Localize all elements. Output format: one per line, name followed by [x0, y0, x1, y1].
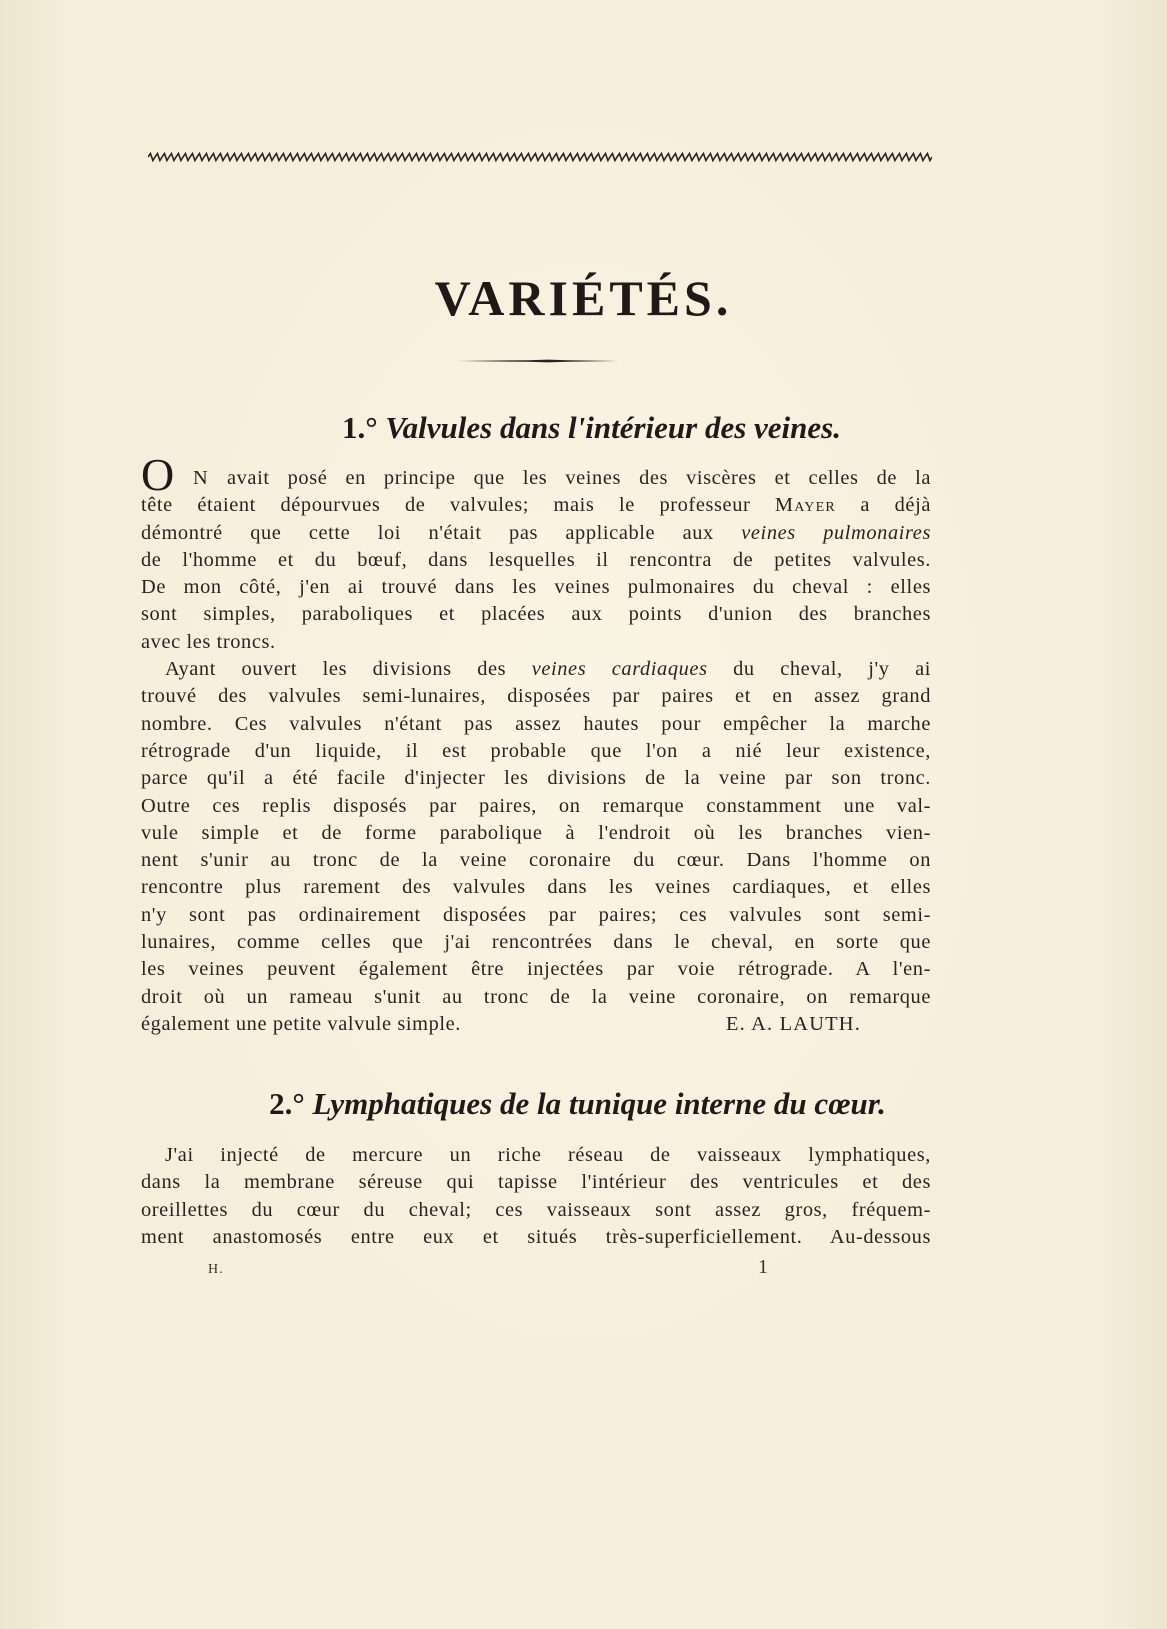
text-line: N avait posé en principe que les veines des viscères et celles de la [193, 467, 931, 489]
text-line: les veines peuvent également être injectées par voie rétrograde. A l'en- [141, 958, 931, 981]
text-line: De mon côté, j'en ai trouvé dans les veines pulmonaires du cheval : elles [141, 576, 931, 599]
drop-cap: O [141, 449, 175, 500]
text-line: parce qu'il a été facile d'injecter les divisions de la veine par son tronc. [141, 767, 931, 790]
section-2-number: 2.° [269, 1086, 305, 1121]
text-line: rencontre plus rarement des valvules dans les veines cardiaques, et elles [141, 876, 931, 899]
text-line: ment anastomosés entre eux et situés très-superficiellement. Au-dessous [141, 1225, 931, 1248]
text-line: droit où un rameau s'unit au tronc de la veine coronaire, on remarque [141, 985, 931, 1008]
text-line: nent s'unir au tronc de la veine coronaire du cœur. Dans l'homme on [141, 849, 931, 872]
text-line: Ayant ouvert les divisions des veines cardiaques du cheval, j'y ai [165, 658, 931, 681]
text-line: de l'homme et du bœuf, dans lesquelles il rencontra de petites valvules. [141, 548, 931, 571]
text-line: tête étaient dépourvues de valvules; mais le professeur Mayer a déjà [141, 494, 931, 517]
text-line: démontré que cette loi n'était pas applicable aux veines pulmonaires [141, 521, 931, 544]
text-line: dans la membrane séreuse qui tapisse l'intérieur des ventricules et des [141, 1171, 931, 1194]
text-line: lunaires, comme celles que j'ai rencontrées dans le cheval, en sorte que [141, 931, 931, 954]
text-line: nombre. Ces valvules n'étant pas assez hautes pour empêcher la marche [141, 712, 931, 735]
text-line: J'ai injecté de mercure un riche réseau de vaisseaux lymphatiques, [165, 1144, 931, 1166]
text-line: Outre ces replis disposés par paires, on remarque constamment une val- [141, 794, 931, 817]
ornamental-header-rule [148, 152, 932, 162]
page-number: 1 [758, 1256, 768, 1278]
section-1-number: 1.° [342, 410, 378, 445]
section-1-heading [8, 408, 1167, 448]
page-title: VARIÉTÉS. [434, 270, 733, 326]
section-2-title: Lymphatiques de la tunique interne du cœur. [312, 1086, 886, 1121]
text-line: vule simple et de forme parabolique à l'endroit où les branches vien- [141, 821, 931, 844]
signature-mark: H. [208, 1262, 224, 1277]
section-1-title: Valvules dans l'intérieur des veines. [385, 410, 841, 445]
section-2-body [141, 1142, 931, 1251]
author-signature: E. A. LAUTH. [726, 1012, 862, 1035]
text-line: rétrograde d'un liquide, il est probable que l'on a nié leur existence, [141, 739, 931, 762]
text-line: n'y sont pas ordinairement disposées par paires; ces valvules sont semi- [141, 903, 931, 926]
text-line: oreillettes du cœur du cheval; ces vaisseaux sont assez gros, fréquem- [141, 1198, 931, 1221]
section-1-body [141, 465, 931, 1038]
text-line: également une petite valvule simple. E. A. LAUTH. [141, 1011, 931, 1038]
text-line: trouvé des valvules semi-lunaires, disposées par paires et en assez grand [141, 685, 931, 708]
text-line: avec les troncs. [141, 630, 276, 653]
title-divider-rule [458, 358, 618, 364]
text-line: sont simples, paraboliques et placées aux points d'union des branches [141, 603, 931, 626]
section-2-heading [0, 1084, 1161, 1124]
